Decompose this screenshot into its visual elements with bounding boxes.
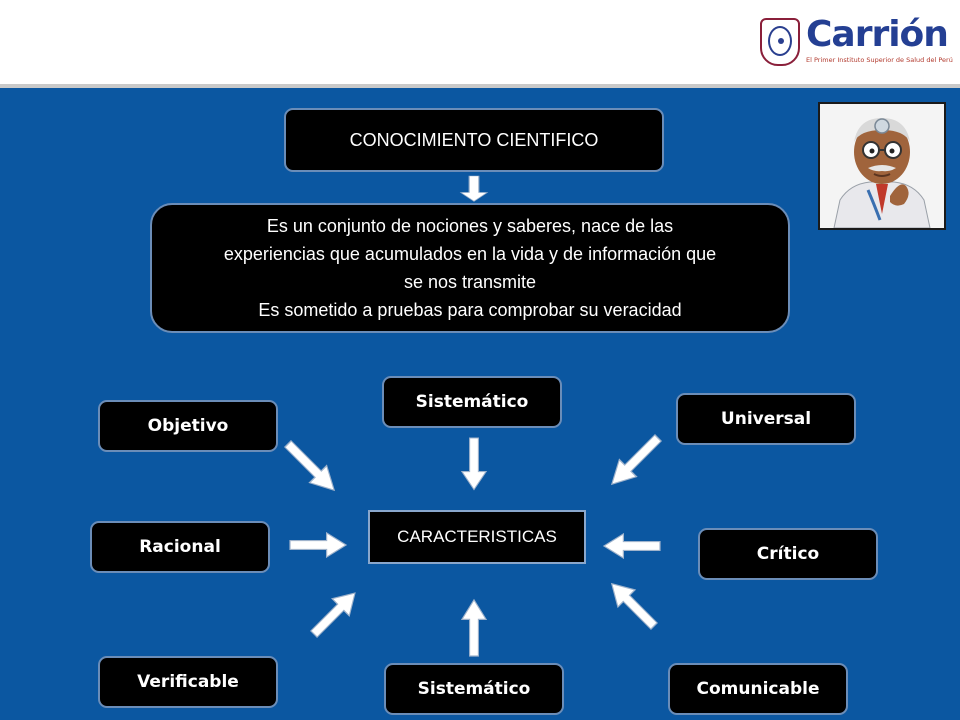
arrow-right-icon [290, 533, 346, 557]
characteristic-label: Objetivo [147, 416, 229, 436]
definition-line: Es un conjunto de nociones y saberes, nace de las [266, 216, 674, 236]
concept-title: CONOCIMIENTO CIENTIFICO [349, 129, 599, 150]
arrow-down-icon [462, 438, 486, 490]
logo-name: Carrión [806, 14, 948, 55]
arrow-up-right-icon [305, 584, 363, 642]
arrow-down-right-icon [279, 435, 342, 498]
characteristic-label: Sistemático [415, 392, 529, 412]
arrow-down-left-icon [603, 429, 666, 492]
characteristic-label: Crítico [756, 544, 820, 564]
center-label: CARACTERISTICAS [397, 527, 557, 546]
characteristic-label: Sistemático [417, 679, 531, 699]
arrow-up-left-icon [603, 575, 662, 634]
logo-tagline: El Primer Instituto Superior de Salud del Perú [806, 56, 953, 64]
arrow-up-icon [462, 600, 486, 656]
definition-line: experiencias que acumulados en la vida y de información que [223, 244, 717, 264]
characteristic-label: Universal [720, 409, 812, 429]
definition-line: Es sometido a pruebas para comprobar su veracidad [258, 300, 682, 320]
characteristic-label: Verificable [137, 672, 239, 692]
definition-line: se nos transmite [403, 272, 537, 292]
characteristic-label: Comunicable [696, 679, 820, 699]
characteristic-label: Racional [139, 537, 221, 557]
arrow-left-icon [604, 534, 660, 558]
arrow-down-icon [461, 176, 487, 201]
